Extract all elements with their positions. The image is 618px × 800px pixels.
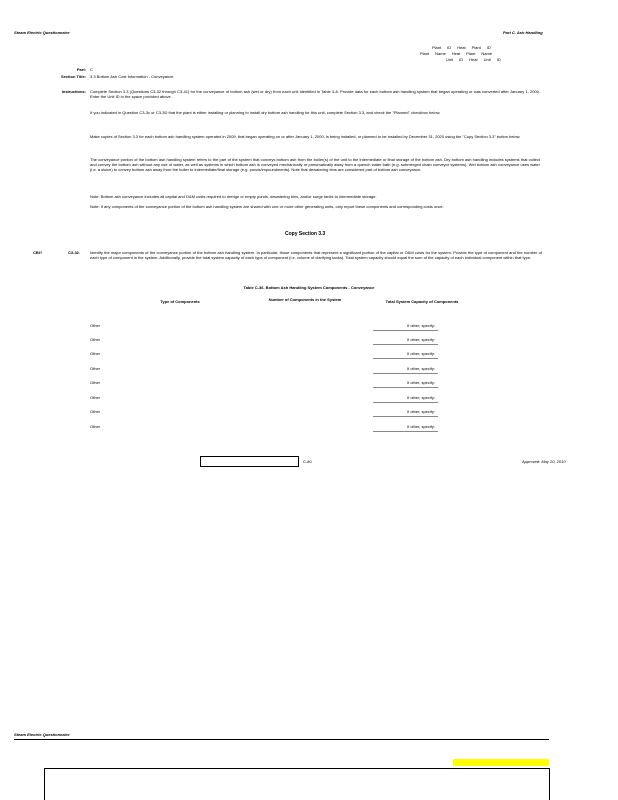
- section-title-label: Section Title:: [60, 74, 86, 79]
- table-row-specify: If other, specify:: [407, 395, 436, 400]
- plant-name-row: Plant Name Heat Plant Name: [420, 51, 493, 56]
- table-row-specify: If other, specify:: [407, 409, 436, 414]
- table-row-specify: If other, specify:: [407, 424, 436, 429]
- question-number: C3-32.: [68, 250, 81, 255]
- table-row-type: Other: [90, 409, 101, 414]
- instructions-paragraph: If you indicated in Question C3-3c or C3-3D that the plant is either installing or planning to install dry bottom ash handling for this unit, complete Section 3.3, and check the "Planned" checkbox below.: [90, 110, 441, 115]
- plant-id-block: [420, 45, 501, 62]
- specify-input[interactable]: [373, 358, 438, 359]
- header-divider: [14, 739, 549, 740]
- table-row-specify: If other, specify:: [407, 366, 436, 371]
- table-row-type: Other: [90, 366, 101, 371]
- next-page-frame: [44, 768, 550, 800]
- table-row-specify: If other, specify:: [407, 337, 436, 342]
- next-page-header: Steam Electric Questionnaire: [14, 732, 70, 737]
- specify-input[interactable]: [373, 431, 438, 432]
- table-row-type: Other: [90, 380, 101, 385]
- instructions-paragraph: Complete Section 3.3 (Questions C3-32 through C3-41) for the conveyance of bottom ash (wet or dry) from each unit identified in Table 3-8. Provide data for each bottom ash handling system that began operating or was converted after January 1, 2000. Enter the Unit ID in the space provided above.: [90, 89, 540, 99]
- instructions-paragraph: Note: If any components of the conveyance portion of the bottom ash handling system are shared with one or more other generating units, only report these components and corresponding costs once.: [90, 204, 444, 209]
- table-row-type: Other: [90, 323, 101, 328]
- table-title: Table C-36. Bottom Ash Handling System Components - Conveyance: [243, 285, 375, 290]
- instructions-paragraph: Note: Bottom ash conveyance includes all capital and O&M costs required to dredge or empty ponds, dewatering bins, and/or surge tanks to intermediate storage.: [90, 194, 377, 199]
- table-row-type: Other: [90, 351, 101, 356]
- instructions-paragraph: Make copies of Section 3.3 for each bottom ash handling system operated in 2009, that began operating on or after January 1, 2000, is being installed, or planned to be installed by December 31, 2020 using the "Copy Section 3.3" button below.: [90, 134, 521, 139]
- table-row-type: Other: [90, 424, 101, 429]
- part-label: Part:: [76, 67, 86, 72]
- specify-input[interactable]: [373, 387, 438, 388]
- copy-section-button[interactable]: Copy Section 3.3: [285, 231, 326, 237]
- plant-id-row: Plant ID Heat Plant ID: [432, 45, 491, 50]
- header-questionnaire-title: Steam Electric Questionnaire: [14, 30, 70, 35]
- highlight-bar: [453, 759, 549, 766]
- table-row-type: Other: [90, 395, 101, 400]
- table-row-type: Other: [90, 337, 101, 342]
- approval-date: Approved: May 20, 2010: [522, 459, 566, 464]
- table-row-specify: If other, specify:: [407, 380, 436, 385]
- unit-id-row: Unit ID Heat Unit ID: [446, 57, 501, 62]
- instructions-paragraph: The conveyance portion of the bottom ash handling system refers to the part of the system that conveys bottom ash from the boiler(s) of the unit to the intermediate or final storage of the bottom ash. Dry bottom ash handling includes systems that collect and convey the bottom ash without any use of water, as well as systems in which bottom ash is conveyed mechanically or pneumatically away from a quench water bath (e.g. submerged chain conveyor systems). Wet bottom ash conveyance uses water (i.e. a sluice) to convey bottom ash away from the boiler to intermediate/final storage (e.g. ponds/impoundments). Note that dewatering bins are considered part of bottom ash conveyance.: [90, 157, 540, 172]
- part-value: C: [90, 67, 93, 72]
- table-header-capacity: Total System Capacity of Components: [385, 299, 459, 304]
- section-title-value: 3.3 Bottom Ash Cost Information - Conveyance: [90, 74, 174, 79]
- specify-input[interactable]: [373, 402, 438, 403]
- table-row-specify: If other, specify:: [407, 351, 436, 356]
- specify-input[interactable]: [373, 344, 438, 345]
- header-part-title: Part C. Ash Handling: [503, 30, 543, 35]
- specify-input[interactable]: [373, 330, 438, 331]
- specify-input[interactable]: [373, 416, 438, 417]
- table-header-number: Number of Components in the System: [268, 297, 342, 302]
- cbi-label: CBI?: [33, 250, 43, 255]
- instructions-label: Instructions:: [61, 89, 86, 94]
- table-row-specify: If other, specify:: [407, 323, 436, 328]
- specify-input[interactable]: [373, 373, 438, 374]
- table-header-type: Type of Components: [160, 299, 200, 304]
- question-text: Identify the major components of the conveyance portion of the bottom ash handling system. In particular, those components that represent a significant portion of the capital or O&M costs for the system. Provide the type of component and the number of each type of component in the system. Additionally, provide the total system capacity of each type of component (i.e. volume of clarifying tanks). Total system capacity should equal the sum of the capacity of each individual component within that type.: [90, 250, 542, 260]
- footer-input-box[interactable]: [200, 456, 299, 467]
- page-number: C-80: [303, 459, 312, 464]
